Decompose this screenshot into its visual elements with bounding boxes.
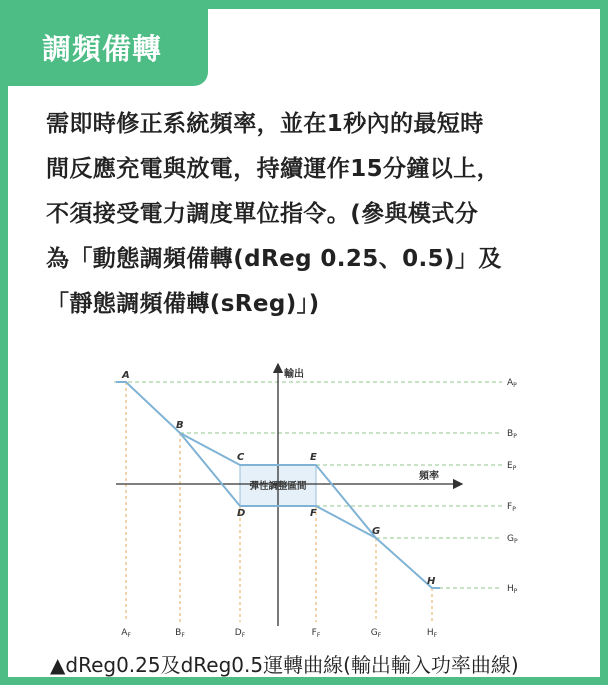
- output-label-fp: $F_P$: [507, 502, 516, 513]
- card-title: 調頻備轉: [42, 32, 163, 66]
- output-labels: [507, 378, 518, 595]
- output-label-ep: $E_P$: [507, 461, 517, 472]
- description-line: 為「動態調頻備轉(dReg 0.25、0.5)」及: [46, 246, 502, 272]
- description-line: 需即時修正系統頻率，並在1秒內的最短時: [46, 111, 484, 137]
- dreg-curve-diagram: [104, 354, 544, 642]
- point-label-d: D: [237, 508, 246, 519]
- description-text: [46, 102, 571, 327]
- point-label-g: G: [372, 526, 381, 537]
- output-label-bp: $B_P$: [507, 429, 517, 440]
- point-label-c: C: [237, 452, 245, 463]
- y-axis-label: 輸出: [284, 369, 304, 380]
- description-line: 「靜態調頻備轉(sReg)」): [46, 291, 320, 317]
- freq-label-ff: $F_F$: [311, 628, 321, 639]
- point-label-a: A: [122, 370, 130, 381]
- point-label-e: E: [310, 452, 317, 463]
- output-label-hp: $H_P$: [507, 584, 518, 595]
- x-axis-label: 頻率: [419, 471, 439, 482]
- description-line: 間反應充電與放電，持續運作15分鐘以上，: [46, 156, 501, 182]
- freq-label-af: $A_F$: [121, 628, 131, 639]
- freq-label-hf: $H_F$: [426, 628, 438, 639]
- freq-label-bf: $B_F$: [175, 628, 185, 639]
- frequency-labels: [121, 628, 437, 639]
- freq-label-df: $D_F$: [234, 628, 246, 639]
- description-line: 不須接受電力調度單位指令。(參與模式分: [46, 201, 479, 227]
- point-label-h: H: [427, 576, 436, 587]
- point-label-f: F: [310, 508, 317, 519]
- freq-label-gf: $G_F$: [370, 628, 382, 639]
- figure-caption: ▲dReg0.25及dReg0.5運轉曲線(輸出輸入功率曲線): [50, 653, 519, 677]
- title-tab: [8, 9, 208, 86]
- deadband-label: 彈性調整區間: [249, 481, 307, 492]
- output-label-gp: $G_P$: [507, 534, 518, 545]
- output-label-ap: $A_P$: [507, 378, 517, 389]
- point-label-b: B: [176, 420, 184, 431]
